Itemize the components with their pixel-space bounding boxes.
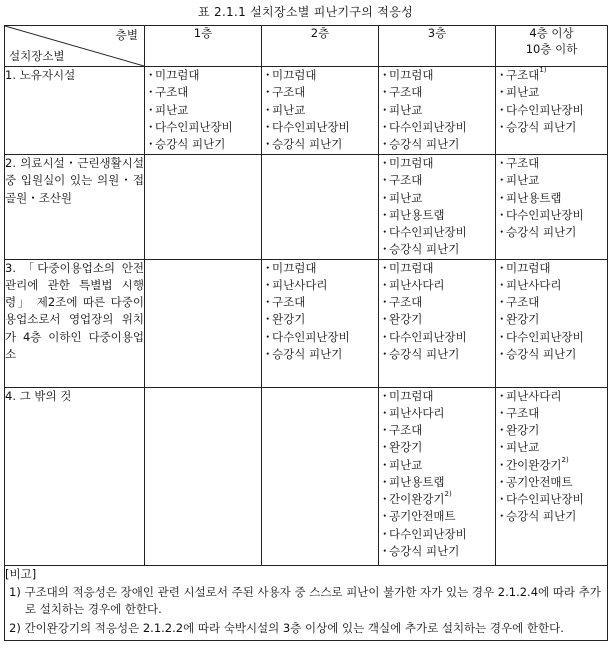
equipment-name: 피난교 [272, 102, 306, 117]
bullet-mark: ・ [379, 173, 391, 188]
equipment-name: 구조대 [272, 85, 306, 100]
equipment-name: 구조대 [389, 85, 423, 100]
equipment-name: 피난용트랩 [389, 474, 445, 489]
table-row [5, 387, 608, 565]
equipment-list [496, 388, 607, 526]
list-item [379, 224, 495, 241]
bullet-mark: ・ [262, 329, 274, 344]
equipment-cell [496, 155, 608, 260]
bullet-mark: ・ [145, 119, 157, 134]
bullet-mark: ・ [379, 312, 391, 327]
note-2: 2) 간이완강기의 적응성은 2.1.2.2에 따라 숙박시설의 3층 이상에 있는 객실에 추가로 설치하는 경우에 한한다. [9, 621, 564, 636]
list-item [379, 260, 495, 277]
bullet-mark: ・ [379, 405, 391, 420]
bullet-mark: ・ [496, 474, 508, 489]
list-item [145, 119, 261, 136]
equipment-name: 피난사다리 [506, 277, 562, 292]
list-item [496, 508, 607, 525]
footnote-marker: 1) [539, 66, 547, 74]
equipment-name: 다수인피난장비 [506, 329, 584, 344]
location-category-cell: 4. 그 밖의 것 [5, 387, 145, 565]
bullet-mark: ・ [145, 68, 157, 82]
location-category-cell: 1. 노유자시설 [5, 67, 145, 155]
equipment-list [379, 388, 495, 561]
bullet-mark: ・ [379, 190, 391, 205]
bullet-mark: ・ [379, 119, 391, 134]
bullet-mark: ・ [379, 346, 391, 361]
bullet-mark: ・ [379, 68, 391, 82]
list-item [262, 346, 378, 363]
equipment-name: 피난교 [506, 85, 540, 100]
equipment-name: 승강식 피난기 [389, 137, 460, 151]
bullet-mark: ・ [496, 457, 508, 472]
list-item [496, 155, 607, 172]
bullet-mark: ・ [262, 137, 274, 151]
list-item [379, 543, 495, 560]
equipment-cell [262, 67, 379, 155]
equipment-name: 승강식 피난기 [506, 509, 577, 524]
floor-header-4 [496, 26, 608, 67]
equipment-list [496, 260, 607, 364]
list-item [496, 474, 607, 491]
bullet-mark: ・ [496, 405, 508, 420]
equipment-name: 미끄럼대 [389, 68, 434, 82]
bullet-mark: ・ [496, 260, 508, 275]
equipment-name: 다수인피난장비 [389, 225, 467, 239]
equipment-name: 다수인피난장비 [506, 492, 584, 506]
corner-floor-label: 층별 [115, 28, 138, 42]
bullet-mark: ・ [496, 423, 508, 437]
equipment-name: 다수인피난장비 [389, 329, 467, 344]
list-item [379, 172, 495, 189]
bullet-mark: ・ [496, 509, 508, 524]
bullet-mark: ・ [379, 457, 391, 472]
floor-header-4-text: 4층 이상 10층 이하 [525, 26, 578, 56]
equipment-name: 미끄럼대 [155, 68, 200, 82]
bullet-mark: ・ [496, 440, 508, 455]
list-item [262, 119, 378, 136]
list-item [379, 67, 495, 84]
list-item [379, 491, 495, 508]
bullet-mark: ・ [262, 68, 274, 82]
table-row [5, 259, 608, 387]
equipment-name: 피난용트랩 [389, 207, 445, 222]
equipment-name: 피난사다리 [506, 388, 562, 403]
list-item [379, 84, 495, 101]
equipment-name: 완강기 [272, 312, 306, 327]
list-item [145, 102, 261, 119]
equipment-name: 피난사다리 [389, 277, 445, 292]
equipment-cell [496, 67, 608, 155]
bullet-mark: ・ [496, 295, 508, 309]
equipment-name: 승강식 피난기 [506, 225, 577, 239]
equipment-cell [145, 67, 262, 155]
list-item [379, 439, 495, 456]
floor-header-3: 3층 [379, 26, 496, 67]
bullet-mark: ・ [379, 295, 391, 309]
notes-heading: [비고] [5, 566, 37, 581]
list-item [379, 136, 495, 153]
equipment-name: 다수인피난장비 [389, 119, 467, 134]
list-item [262, 136, 378, 153]
bullet-mark: ・ [496, 173, 508, 188]
list-item [379, 526, 495, 543]
equipment-name: 완강기 [506, 312, 540, 327]
equipment-list [379, 155, 495, 259]
list-item [379, 474, 495, 491]
list-item [379, 241, 495, 258]
bullet-mark: ・ [379, 137, 391, 151]
bullet-mark: ・ [379, 526, 391, 541]
equipment-name: 구조대 [272, 295, 306, 309]
bullet-mark: ・ [379, 225, 391, 239]
bullet-mark: ・ [262, 312, 274, 327]
list-item [262, 329, 378, 346]
equipment-cell [496, 387, 608, 565]
equipment-name: 미끄럼대 [389, 156, 434, 170]
equipment-cell [379, 67, 496, 155]
bullet-mark: ・ [379, 242, 391, 257]
bullet-mark: ・ [496, 190, 508, 205]
list-item [496, 67, 607, 84]
list-item [145, 67, 261, 84]
equipment-name: 다수인피난장비 [155, 119, 233, 134]
equipment-name: 공기안전매트 [389, 509, 456, 524]
corner-location-label: 설치장소별 [9, 48, 65, 63]
equipment-name: 승강식 피난기 [506, 346, 577, 361]
equipment-cell [379, 387, 496, 565]
equipment-name: 미끄럼대 [389, 388, 434, 403]
equipment-cell [496, 259, 608, 387]
header-row [5, 26, 608, 67]
list-item [262, 311, 378, 328]
equipment-name: 승강식 피난기 [506, 119, 577, 134]
list-item [496, 439, 607, 456]
table-body [5, 67, 608, 566]
equipment-cell [262, 259, 379, 387]
floor-header-2: 2층 [262, 26, 379, 67]
equipment-name: 승강식 피난기 [389, 242, 460, 257]
equipment-cell [145, 155, 262, 260]
equipment-name: 승강식 피난기 [389, 543, 460, 558]
equipment-name: 다수인피난장비 [506, 207, 584, 222]
equipment-name: 다수인피난장비 [506, 102, 584, 117]
list-item [496, 388, 607, 405]
list-item [379, 277, 495, 294]
bullet-mark: ・ [262, 85, 274, 100]
bullet-mark: ・ [379, 102, 391, 117]
bullet-mark: ・ [379, 207, 391, 222]
equipment-name: 구조대 [389, 295, 423, 309]
floor-header-1: 1층 [145, 26, 262, 67]
list-item [379, 346, 495, 363]
equipment-name: 승강식 피난기 [272, 137, 343, 151]
list-item [496, 294, 607, 311]
list-item [496, 260, 607, 277]
table-title: 표 2.1.1 설치장소별 피난기구의 적응성 [198, 5, 413, 19]
bullet-mark: ・ [379, 277, 391, 292]
note-1: 1) 구조대의 적응성은 장애인 관련 시설로서 주된 사용자 중 스스로 피난이 불가한 자가 있는 경우 2.1.2.4에 따라 추가로 설치하는 경우에 한한다. [9, 584, 601, 616]
equipment-name: 미끄럼대 [272, 68, 317, 82]
list-item [262, 260, 378, 277]
equipment-name: 구조대 [506, 405, 540, 420]
bullet-mark: ・ [379, 329, 391, 344]
footnote-marker: 2) [444, 490, 452, 498]
bullet-mark: ・ [379, 440, 391, 455]
list-item [379, 388, 495, 405]
bullet-mark: ・ [496, 119, 508, 134]
bullet-mark: ・ [379, 85, 391, 100]
bullet-mark: ・ [379, 260, 391, 275]
equipment-name: 미끄럼대 [272, 260, 317, 275]
bullet-mark: ・ [496, 225, 508, 239]
equipment-name: 구조대 [506, 68, 540, 82]
list-item [262, 277, 378, 294]
bullet-mark: ・ [496, 156, 508, 170]
equipment-name: 피난용트랩 [506, 190, 562, 205]
equipment-name: 간이완강기 [506, 457, 562, 472]
list-item [379, 329, 495, 346]
list-item [496, 277, 607, 294]
table-row [5, 155, 608, 260]
equipment-name: 완강기 [389, 312, 423, 327]
footnote-marker: 2) [561, 455, 569, 464]
equipment-name: 완강기 [389, 440, 423, 455]
list-item [379, 155, 495, 172]
equipment-name: 구조대 [389, 423, 423, 437]
bullet-mark: ・ [496, 277, 508, 292]
bullet-mark: ・ [145, 102, 157, 117]
equipment-cell [262, 155, 379, 260]
equipment-name: 미끄럼대 [506, 260, 551, 275]
equipment-name: 피난사다리 [389, 405, 445, 420]
bullet-mark: ・ [379, 423, 391, 437]
equipment-list [145, 67, 261, 153]
equipment-list [379, 260, 495, 364]
bullet-mark: ・ [262, 346, 274, 361]
table-row [5, 67, 608, 155]
equipment-name: 다수인피난장비 [272, 329, 350, 344]
notes-cell [5, 565, 608, 640]
equipment-list [262, 260, 378, 364]
bullet-mark: ・ [496, 207, 508, 222]
bullet-mark: ・ [262, 119, 274, 134]
bullet-mark: ・ [262, 295, 274, 309]
equipment-name: 구조대 [506, 295, 540, 309]
bullet-mark: ・ [496, 85, 508, 100]
list-item [496, 491, 607, 508]
list-item [262, 67, 378, 84]
bullet-mark: ・ [145, 137, 157, 151]
list-item [496, 224, 607, 241]
list-item [379, 422, 495, 439]
list-item [379, 294, 495, 311]
bullet-mark: ・ [496, 329, 508, 344]
list-item [379, 119, 495, 136]
bullet-mark: ・ [496, 102, 508, 117]
list-item [496, 119, 607, 136]
bullet-mark: ・ [262, 102, 274, 117]
bullet-mark: ・ [379, 474, 391, 489]
equipment-list [496, 67, 607, 136]
list-item [379, 508, 495, 525]
list-item [496, 422, 607, 439]
corner-header-cell [5, 26, 145, 67]
list-item [496, 207, 607, 224]
equipment-name: 피난교 [506, 440, 540, 455]
list-item [496, 329, 607, 346]
bullet-mark: ・ [262, 260, 274, 275]
equipment-list [496, 155, 607, 241]
equipment-name: 승강식 피난기 [155, 137, 226, 151]
list-item [496, 346, 607, 363]
list-item [262, 294, 378, 311]
location-category-cell: 3. 「다중이용업소의 안전관리에 관한 특별법 시행령」 제2조에 따른 다중이용업소로서 영업장의 위치가 4층 이하인 다중이용업소 [5, 259, 145, 387]
list-item [262, 102, 378, 119]
list-item [379, 207, 495, 224]
evacuation-equipment-table [4, 25, 608, 641]
equipment-cell [145, 259, 262, 387]
list-item [379, 457, 495, 474]
bullet-mark: ・ [379, 492, 391, 506]
equipment-name: 승강식 피난기 [272, 346, 343, 361]
notes-row [5, 565, 608, 640]
equipment-list [379, 67, 495, 153]
list-item [379, 190, 495, 207]
equipment-cell [379, 155, 496, 260]
bullet-mark: ・ [379, 509, 391, 524]
list-item [145, 136, 261, 153]
equipment-name: 공기안전매트 [506, 474, 573, 489]
location-category-cell: 2. 의료시설・근린생활시설중 입원실이 있는 의원・접골원・조산원 [5, 155, 145, 260]
equipment-name: 피난교 [389, 190, 423, 205]
list-item [496, 102, 607, 119]
list-item [496, 405, 607, 422]
equipment-name: 완강기 [506, 423, 540, 437]
list-item [496, 457, 607, 474]
bullet-mark: ・ [145, 85, 157, 100]
equipment-name: 피난교 [389, 457, 423, 472]
bullet-mark: ・ [496, 312, 508, 327]
bullet-mark: ・ [496, 346, 508, 361]
bullet-mark: ・ [379, 156, 391, 170]
equipment-name: 구조대 [155, 85, 189, 100]
bullet-mark: ・ [496, 388, 508, 403]
equipment-name: 미끄럼대 [389, 260, 434, 275]
list-item [379, 311, 495, 328]
list-item [496, 84, 607, 101]
list-item [379, 405, 495, 422]
bullet-mark: ・ [496, 68, 508, 82]
equipment-name: 구조대 [506, 156, 540, 170]
equipment-cell [145, 387, 262, 565]
equipment-name: 승강식 피난기 [389, 346, 460, 361]
list-item [145, 84, 261, 101]
list-item [496, 172, 607, 189]
equipment-name: 다수인피난장비 [272, 119, 350, 134]
equipment-name: 간이완강기 [389, 492, 445, 506]
equipment-name: 피난교 [389, 102, 423, 117]
equipment-cell [379, 259, 496, 387]
list-item [496, 190, 607, 207]
bullet-mark: ・ [496, 492, 508, 506]
equipment-name: 피난교 [506, 173, 540, 188]
list-item [379, 102, 495, 119]
bullet-mark: ・ [262, 277, 274, 292]
equipment-cell [262, 387, 379, 565]
equipment-name: 구조대 [389, 173, 423, 188]
bullet-mark: ・ [379, 543, 391, 558]
list-item [496, 311, 607, 328]
equipment-name: 다수인피난장비 [389, 526, 467, 541]
equipment-name: 피난교 [155, 102, 189, 117]
equipment-list [262, 67, 378, 153]
equipment-name: 피난사다리 [272, 277, 328, 292]
list-item [262, 84, 378, 101]
bullet-mark: ・ [379, 388, 391, 403]
